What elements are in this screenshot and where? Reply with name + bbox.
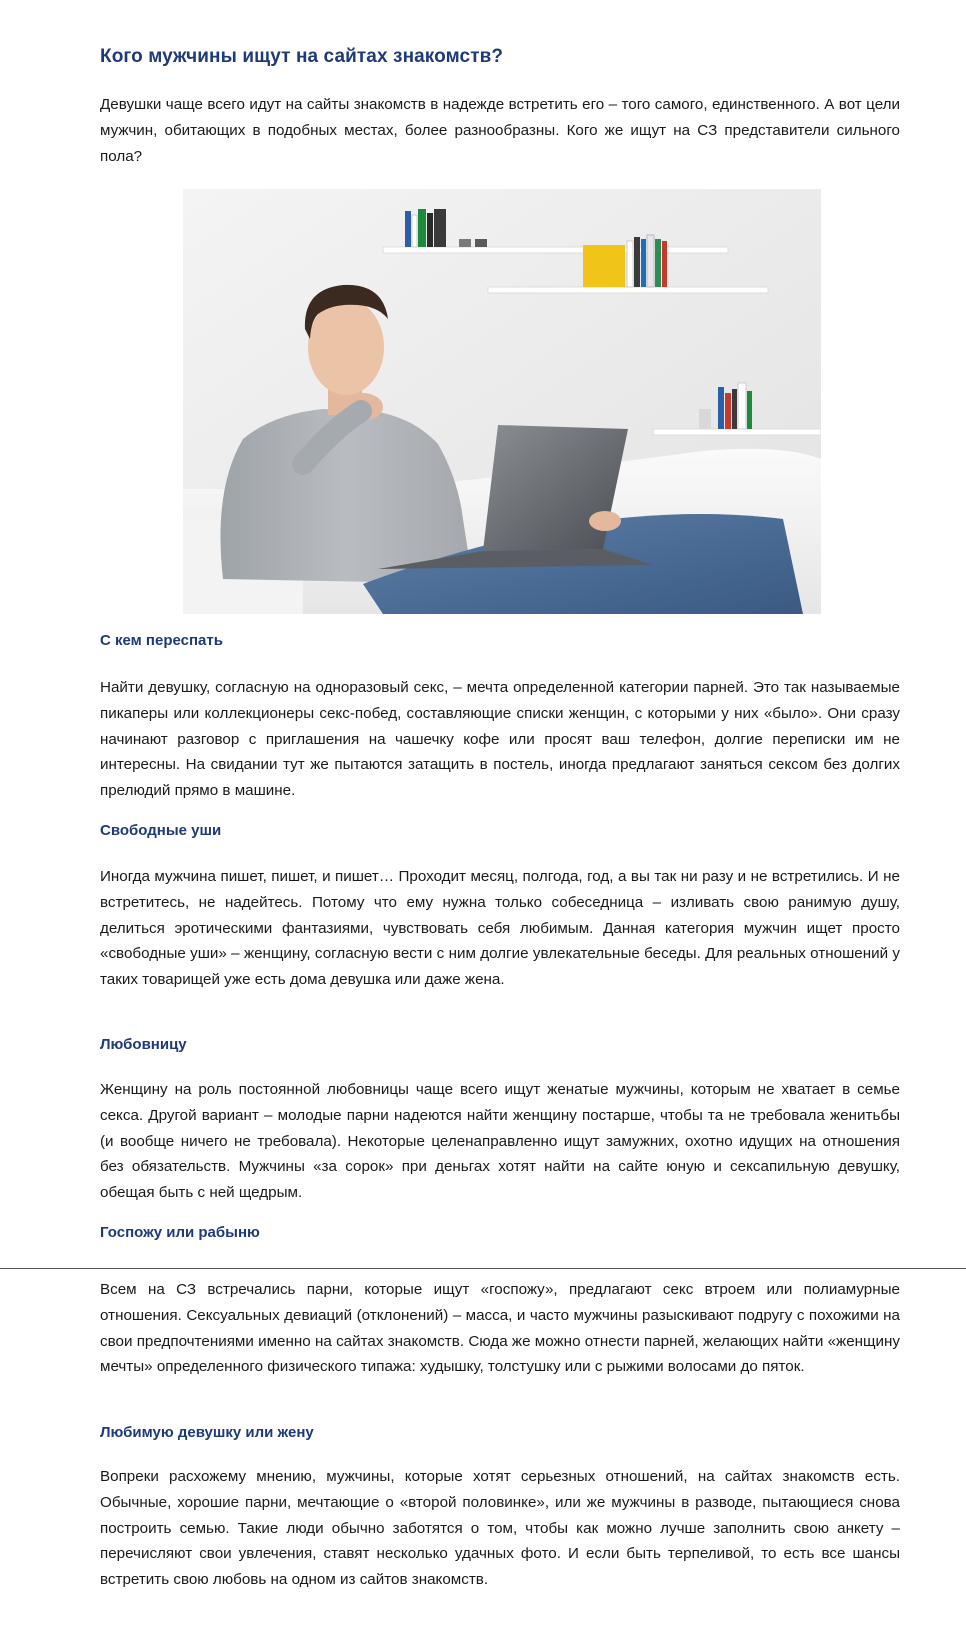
section-heading: Любимую девушку или жену bbox=[100, 1424, 314, 1441]
section-text: Всем на СЗ встречались парни, которые ищут «госпожу», предлагают секс втроем или полиамурные отношения. Сексуальных девиаций (отклонений) – масса, и часто мужчины разыскивают подругу с похожими на свои предпочтениями именно на сайтах знакомств. Сюда же можно отнести парней, желающих найти «женщину мечты» определенного физического типажа: худышку, толстушку или с рыжими волосами до пяток. bbox=[100, 1281, 900, 1376]
section-wife bbox=[100, 1424, 900, 1441]
section-heading: Госпожу или рабыню bbox=[100, 1224, 260, 1241]
section-mistress-or-slave bbox=[100, 1224, 900, 1241]
article-title: Кого мужчины ищут на сайтах знакомств? bbox=[100, 46, 504, 67]
section-casual bbox=[100, 632, 900, 649]
man-with-laptop-photo bbox=[183, 189, 821, 614]
page-break-line bbox=[0, 1268, 966, 1269]
section-text: Вопреки расхожему мнению, мужчины, которые хотят серьезных отношений, на сайтах знакомств есть. Обычные, хорошие парни, мечтающие о «второй половинке», или же мужчины в разводе, пытающиеся снова построить семью. Такие люди обычно заботятся о том, чтобы как можно лучше заполнить свою анкету – перечисляют свои увлечения, ставят несколько удачных фото. И если быть терпеливой, то есть все шансы встретить свою любовь на одном из сайтов знакомств. bbox=[100, 1468, 900, 1589]
section-text: Иногда мужчина пишет, пишет, и пишет… Проходит месяц, полгода, год, а вы так ни разу и не встретились. И не встретитесь, не надейтесь. Потому что ему нужна только собеседница – изливать свою ранимую душу, делиться эротическими фантазиями, чувствовать себя любимым. Данная категория мужчин ищет просто «свободные уши» – женщину, согласную вести с ним долгие увлекательные беседы. Для реальных отношений у таких товарищей уже есть дома девушка или даже жена. bbox=[100, 868, 900, 989]
section-listener bbox=[100, 822, 900, 839]
section-heading: Любовницу bbox=[100, 1036, 187, 1053]
section-heading: Свободные уши bbox=[100, 822, 222, 839]
section-text: Найти девушку, согласную на одноразовый секс, – мечта определенной категории парней. Это так называемые пикаперы или коллекционеры секс-побед, составляющие списки женщин, с которыми у них «было». Они сразу начинают разговор с приглашения на чашечку кофе или просят ваш телефон, долгие переписки им не интересны. На свидании тут же пытаются затащить в постель, иногда предлагают заняться сексом без долгих прелюдий прямо в машине. bbox=[100, 679, 900, 800]
section-mistress bbox=[100, 1036, 900, 1053]
section-text: Женщину на роль постоянной любовницы чаще всего ищут женатые мужчины, которым не хватает в семье секса. Другой вариант – молодые парни надеются найти женщину постарше, чтобы та не требовала женитьбы (и вообще ничего не требовала). Некоторые целенаправленно ищут замужних, охотно идущих на отношения без обязательств. Мужчины «за сорок» при деньгах хотят найти на сайте юную и сексапильную девушку, обещая быть с ней щедрым. bbox=[100, 1081, 900, 1202]
article-intro: Девушки чаще всего идут на сайты знакомств в надежде встретить его – того самого, единственного. А вот цели мужчин, обитающих в подобных местах, более разнообразны. Кого же ищут на СЗ представители сильного пола? bbox=[100, 96, 900, 165]
section-heading: С кем переспать bbox=[100, 632, 223, 649]
